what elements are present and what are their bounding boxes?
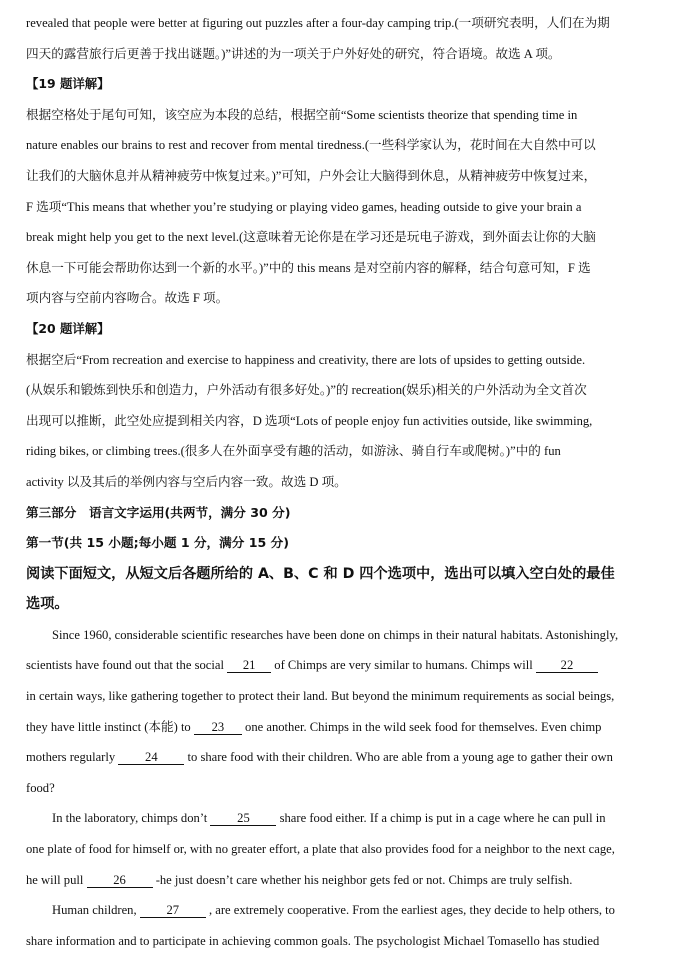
passage-line: food?: [26, 780, 55, 795]
explanation-line: revealed that people were better at figuring out puzzles after a four-day camping trip.(一项研究表明，人们在为期: [26, 16, 610, 30]
passage-text: one another. Chimps in the wild seek food for themselves. Even chimp: [245, 719, 602, 734]
passage-line: [26, 865, 666, 896]
explanation-line: nature enables our brains to rest and recover from mental tiredness.(一些科学家认为，花时间在大自然中可以: [26, 138, 596, 153]
blank-26: 26: [87, 873, 153, 888]
instruction-line: 阅读下面短文，从短文后各题所给的 A、B、C 和 D 四个选项中，选出可以填入空白处的最佳: [26, 565, 615, 582]
section-title: 第一节(共 15 小题;每小题 1 分，满分 15 分): [26, 535, 289, 551]
passage-text: In the laboratory, chimps don’t: [52, 811, 208, 826]
explanation-line: 项内容与空前内容吻合。故选 F 项。: [26, 291, 229, 306]
blank-23: 23: [194, 720, 242, 735]
explanation-line: 出现可以推断，此空处应提到相关内容，D 选项“Lots of people enjoy fun activities outside, like swimming,: [26, 413, 593, 428]
passage-text: scientists have found out that the social: [26, 658, 224, 673]
explanation-line: (从娱乐和锻炼到快乐和创造力，户外活动有很多好处。)”的 recreation(娱乐)相关的户外活动为全文首次: [26, 383, 587, 398]
question-20-heading: 【20 题详解】: [26, 320, 110, 336]
passage-line: [26, 803, 666, 834]
passage-text: , are extremely cooperative. From the earliest ages, they decide to help others, to: [208, 903, 615, 918]
question-19-heading: 【19 题详解】: [26, 76, 110, 92]
blank-24: 24: [118, 750, 184, 765]
instruction-line: 选项。: [26, 596, 69, 613]
passage-text: of Chimps are very similar to humans. Chimps will: [274, 658, 533, 673]
part-title: 第三部分 语言文字运用(共两节，满分 30 分): [26, 504, 291, 520]
explanation-line: activity 以及其后的举例内容与空后内容一致。故选 D 项。: [26, 474, 347, 489]
passage-text: he will pull: [26, 872, 84, 887]
passage-line: [26, 712, 666, 743]
passage-line: in certain ways, like gathering together to protect their land. But beyond the minimum requirements as social beings,: [26, 689, 615, 704]
passage-text: to share food with their children. Who are able from a young age to gather their own: [187, 750, 613, 765]
blank-22: 22: [536, 658, 598, 673]
passage-text: share food either. If a chimp is put in a cage where he can pull in: [279, 811, 606, 826]
blank-21: 21: [227, 658, 271, 673]
blank-27: 27: [140, 903, 206, 918]
passage-text: they have little instinct (本能) to: [26, 719, 191, 734]
passage-line: [26, 895, 666, 926]
passage-line: [26, 742, 666, 773]
explanation-line: 休息一下可能会帮助你达到一个新的水平。)”中的 this means 是对空前内容的解释，结合句意可知，F 选: [26, 260, 591, 275]
explanation-line: break might help you get to the next level.(这意味着无论你是在学习还是玩电子游戏，到外面去让你的大脑: [26, 230, 596, 245]
document-page: [26, 8, 666, 956]
passage-text: mothers regularly: [26, 750, 116, 765]
explanation-line: 根据空格处于尾句可知，该空应为本段的总结，根据空前“Some scientists theorize that spending time in: [26, 107, 578, 122]
passage-line: [26, 650, 666, 681]
explanation-line: F 选项“This means that whether you’re studying or playing video games, heading outside to give your brain a: [26, 199, 582, 214]
passage-text: -he just doesn’t care whether his neighbor gets fed or not. Chimps are truly selfish.: [155, 872, 573, 887]
passage-line: Since 1960, considerable scientific researches have been done on chimps in their natural habitats. Astonishingly,: [52, 627, 619, 642]
explanation-line: 四天的露营旅行后更善于找出谜题。)”讲述的为一项关于户外好处的研究，符合语境。故选 A 项。: [26, 46, 561, 61]
explanation-line: 让我们的大脑休息并从精神疲劳中恢复过来。)”可知，户外会让大脑得到休息，从精神疲劳中恢复过来，: [26, 168, 597, 183]
explanation-line: riding bikes, or climbing trees.(很多人在外面享受有趣的活动，如游泳、骑自行车或爬树。)”中的 fun: [26, 444, 561, 459]
passage-line: one plate of food for himself or, with no greater effort, a plate that also provides food for a neighbor to the next cage,: [26, 842, 615, 857]
passage-line: share information and to participate in achieving common goals. The psychologist Michael Tomasello has studied: [26, 933, 600, 948]
explanation-line: 根据空后“From recreation and exercise to happiness and creativity, there are lots of upsides to getting outside.: [26, 352, 586, 367]
blank-25: 25: [210, 811, 276, 826]
passage-text: Human children,: [52, 903, 137, 918]
